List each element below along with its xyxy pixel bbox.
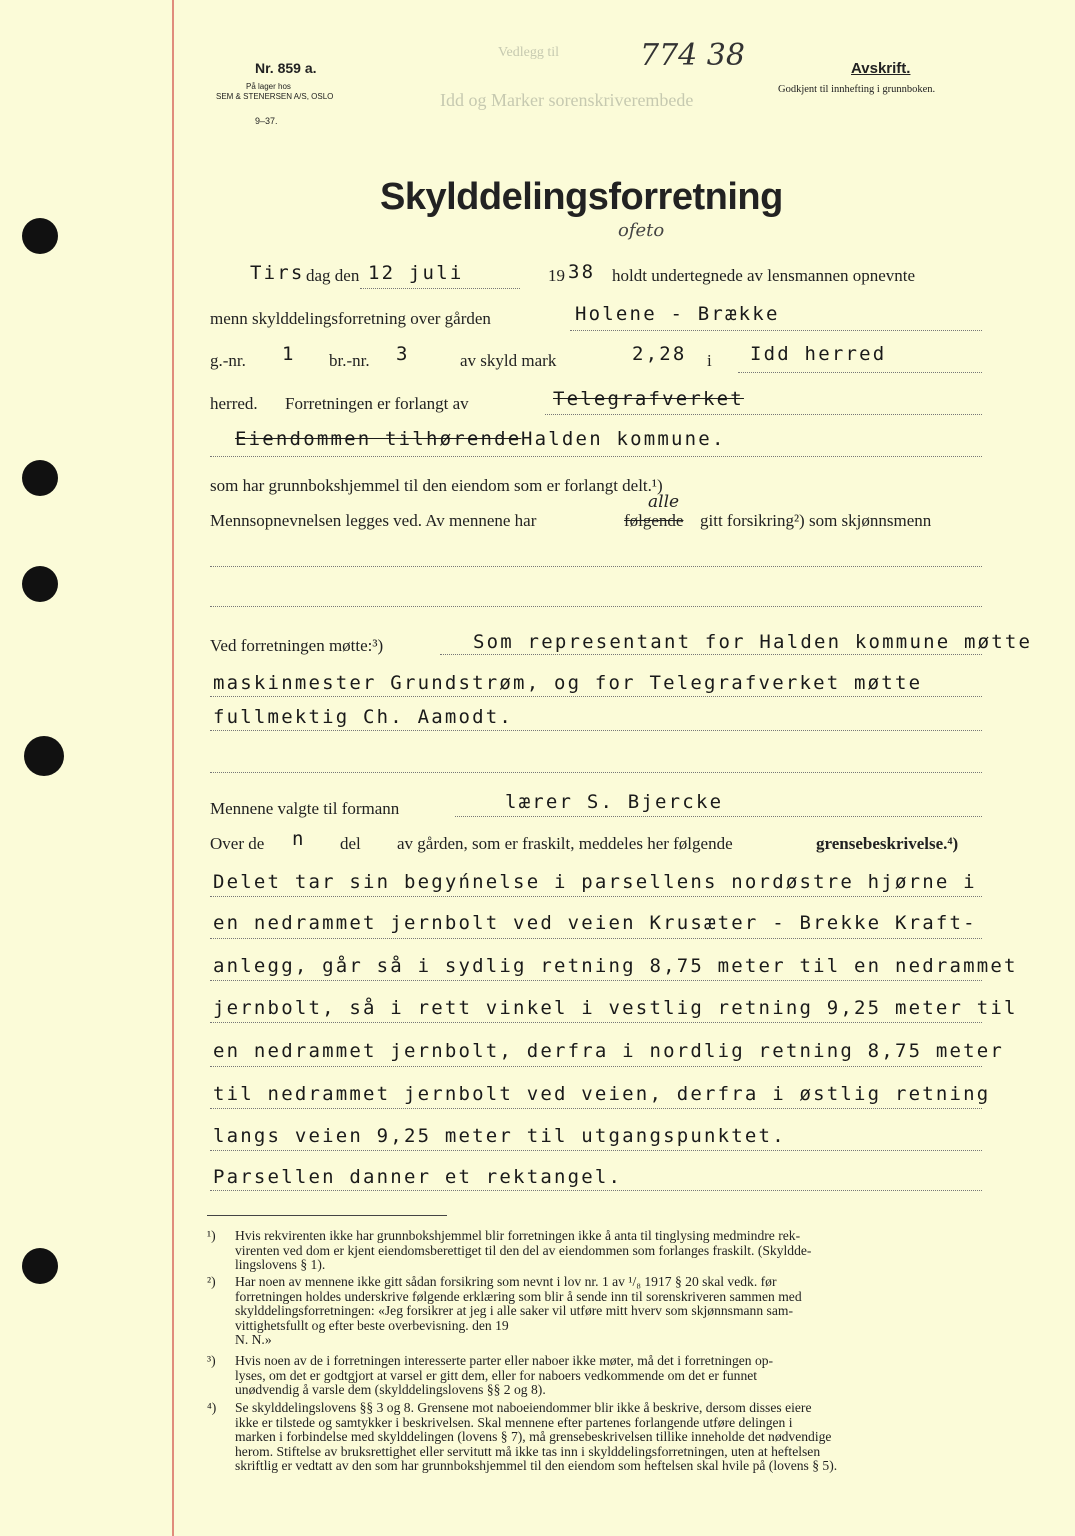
- binder-hole: [22, 566, 58, 602]
- footnote-number: ⁴): [207, 1400, 217, 1415]
- date-typed: 12 juli: [368, 262, 464, 284]
- boundary-line: langs veien 9,25 meter til utgangspunktet.: [213, 1125, 786, 1147]
- attended-dotline: [210, 696, 982, 697]
- attended-line: maskinmester Grundstrøm, og for Telegrafverket møtte: [213, 672, 923, 694]
- herred-label: herred.: [210, 394, 258, 413]
- page-title: Skylddelingsforretning: [380, 176, 783, 218]
- mennsop-text1: Mennsopnevnelsen legges ved. Av mennene har: [210, 511, 537, 530]
- footnote-text: Har noen av mennene ikke gitt sådan forsikring som nevnt i lov nr. 1 av ¹/₈ 1917 § 20 skal vedk. før forretningen holdes underskrive følgende erklæring som blir å sende inn til sorenskriveren sammen med skylddelingsforretningen: «Jeg forsikrer at jeg i alle saker vil utføre mitt hverv som skjønnsmann sam- vittighetsfullt og efter beste overbevisning. den 19 N. N.»: [235, 1274, 802, 1347]
- herred-dotline: [738, 372, 982, 373]
- binder-hole: [22, 218, 58, 254]
- form-number: Nr. 859 a.: [255, 60, 317, 76]
- requested-by-struck: Telegrafverket: [553, 388, 744, 410]
- publisher-line2: SEM & STENERSEN A/S, OSLO: [216, 92, 334, 101]
- bnr-value: 3: [396, 343, 410, 365]
- footnote-text: Hvis rekvirenten ikke har grunnbokshjemmel blir forretningen ikke å anta til tinglysing medmindre rek- virenten ved dom er kjent eiendomsberettiget til den del av eiendommen som forlanges fraskilt. (Skyldde- lingslovens § 1).: [235, 1228, 812, 1272]
- line2-text: menn skylddelingsforretning over gården: [210, 309, 491, 328]
- mennsop-text2: gitt forsikring²) som skjønnsmenn: [700, 511, 932, 530]
- year-typed: 38: [568, 261, 596, 283]
- boundary-dotline: [210, 1150, 982, 1151]
- boundary-dotline: [210, 1190, 982, 1191]
- requested-by-label: Forretningen er forlangt av: [285, 394, 469, 413]
- faded-stamp-line2: Idd og Marker sorenskriverembede: [440, 90, 694, 110]
- boundary-line: til nedrammet jernbolt ved veien, derfra i østlig retning: [213, 1083, 991, 1105]
- grunnbok-text: som har grunnbokshjemmel til den eiendom som er forlangt delt.¹): [210, 476, 663, 495]
- attended-dotline: [210, 730, 982, 731]
- owner-struck: Eiendommen tilhørende: [235, 428, 522, 450]
- footnote-4: [207, 1401, 987, 1474]
- requested-dotline: [545, 414, 982, 415]
- boundary-dotline: [210, 1066, 982, 1067]
- footnote-number: ³): [207, 1353, 216, 1368]
- boundary-dotline: [210, 896, 982, 897]
- boundary-line: anlegg, går så i sydlig retning 8,75 meter til en nedrammet: [213, 955, 1018, 977]
- boundary-line: en nedrammet jernbolt, derfra i nordlig retning 8,75 meter: [213, 1040, 1005, 1062]
- footnote-divider: [207, 1215, 447, 1216]
- publisher-line1: På lager hos: [246, 82, 291, 91]
- footnote-2: [207, 1275, 987, 1348]
- chairman-dotline: [455, 816, 982, 817]
- over-de-label: Over de: [210, 834, 265, 853]
- boundary-dotline: [210, 938, 982, 939]
- footnote-3: [207, 1354, 987, 1398]
- del-label: del: [340, 834, 361, 853]
- copy-label: Avskrift.: [851, 60, 911, 77]
- attended-line: fullmektig Ch. Aamodt.: [213, 706, 514, 728]
- weekday-typed: Tirs: [250, 262, 305, 284]
- attended-dotline: [210, 772, 982, 773]
- handwritten-reference: 774 38: [640, 38, 745, 73]
- binder-hole: [24, 736, 64, 776]
- boundary-line: en nedrammet jernbolt ved veien Krusæter - Brekke Kraft-: [213, 912, 977, 934]
- boundary-dotline: [210, 1108, 982, 1109]
- boundary-line: Parsellen danner et rektangel.: [213, 1166, 623, 1188]
- date-dotline: [360, 288, 520, 289]
- gnr-value: 1: [282, 343, 296, 365]
- footnote-1: [207, 1229, 987, 1273]
- boundary-text: av gården, som er fraskilt, meddeles her følgende: [397, 834, 733, 853]
- binder-hole: [22, 1248, 58, 1284]
- chairman-typed: lærer S. Bjercke: [505, 791, 724, 813]
- boundary-heading: grensebeskrivelse.⁴): [816, 834, 959, 853]
- boundary-dotline: [210, 1022, 982, 1023]
- footnote-number: ¹): [207, 1228, 216, 1243]
- boundary-line: Delet tar sin begyńnelse i parsellens nordøstre hjørne i: [213, 871, 977, 893]
- owner-typed: Halden kommune.: [521, 428, 726, 450]
- farm-dotline: [570, 330, 982, 331]
- binder-hole: [22, 460, 58, 496]
- faded-stamp-line1: Vedlegg til: [498, 45, 560, 60]
- boundary-line: jernbolt, så i rett vinkel i vestlig retning 9,25 meter til: [213, 997, 1018, 1019]
- year-prefix: 19: [548, 266, 565, 285]
- chairman-label: Mennene valgte til formann: [210, 799, 400, 818]
- form-date: 9–37.: [255, 116, 278, 126]
- herred-typed: Idd herred: [750, 343, 887, 365]
- attended-label: Ved forretningen møtte:³): [210, 636, 384, 655]
- skyld-label: av skyld mark: [460, 351, 557, 370]
- skyld-value: 2,28: [632, 343, 687, 365]
- bnr-label: br.-nr.: [329, 351, 370, 370]
- i-label: i: [707, 351, 712, 370]
- margin-rule: [172, 0, 174, 1536]
- weekday-label: dag den: [306, 266, 360, 285]
- over-de-typed: n: [292, 828, 306, 850]
- title-annotation: ofeto: [618, 220, 665, 241]
- mennsop-insert: alle: [648, 492, 680, 512]
- footnote-text: Hvis noen av de i forretningen interesserte parter eller naboer ikke møter, må det i forretningen op- lyses, om det er godtgjort at varsel er gitt dem, eller for naboers vedkommende om det er funnet unødvendig å varsle dem (skylddelingslovens §§ 2 og 8).: [235, 1353, 774, 1397]
- owner-dotline: [210, 456, 982, 457]
- boundary-dotline: [210, 980, 982, 981]
- approval-text: Godkjent til innhefting i grunnboken.: [778, 84, 936, 95]
- blank-dotline: [210, 566, 982, 567]
- line1-text: holdt undertegnede av lensmannen opnevnte: [612, 266, 916, 285]
- gnr-label: g.-nr.: [210, 351, 246, 370]
- attended-line: Som representant for Halden kommune møtte: [473, 631, 1033, 653]
- mennsop-struck: følgende: [624, 511, 684, 530]
- attended-dotline: [440, 654, 982, 655]
- footnote-number: ²): [207, 1274, 216, 1289]
- blank-dotline: [210, 606, 982, 607]
- farm-typed: Holene - Brække: [575, 303, 780, 325]
- footnote-text: Se skylddelingslovens §§ 3 og 8. Grensene mot naboeiendommer blir ikke å beskrive, dersom disses eiere ikke er tilstede og samtykker i beskrivelsen. Skal mennene efter partenes forlangende utføre delingen i marken i forbindelse med skylddelingen (lovens § 7), må grensebeskrivelsen tillike inneholde det nødvendige herom. Stiftelse av bruksrettighet eller servitutt må ikke tas inn i skylddelingsforretningen, uten at heftelsen skriftlig er vedtatt av den som har grunnbokshjemmel til den eiendom som heftelsen skal hvile på (lovens § 5).: [235, 1400, 838, 1473]
